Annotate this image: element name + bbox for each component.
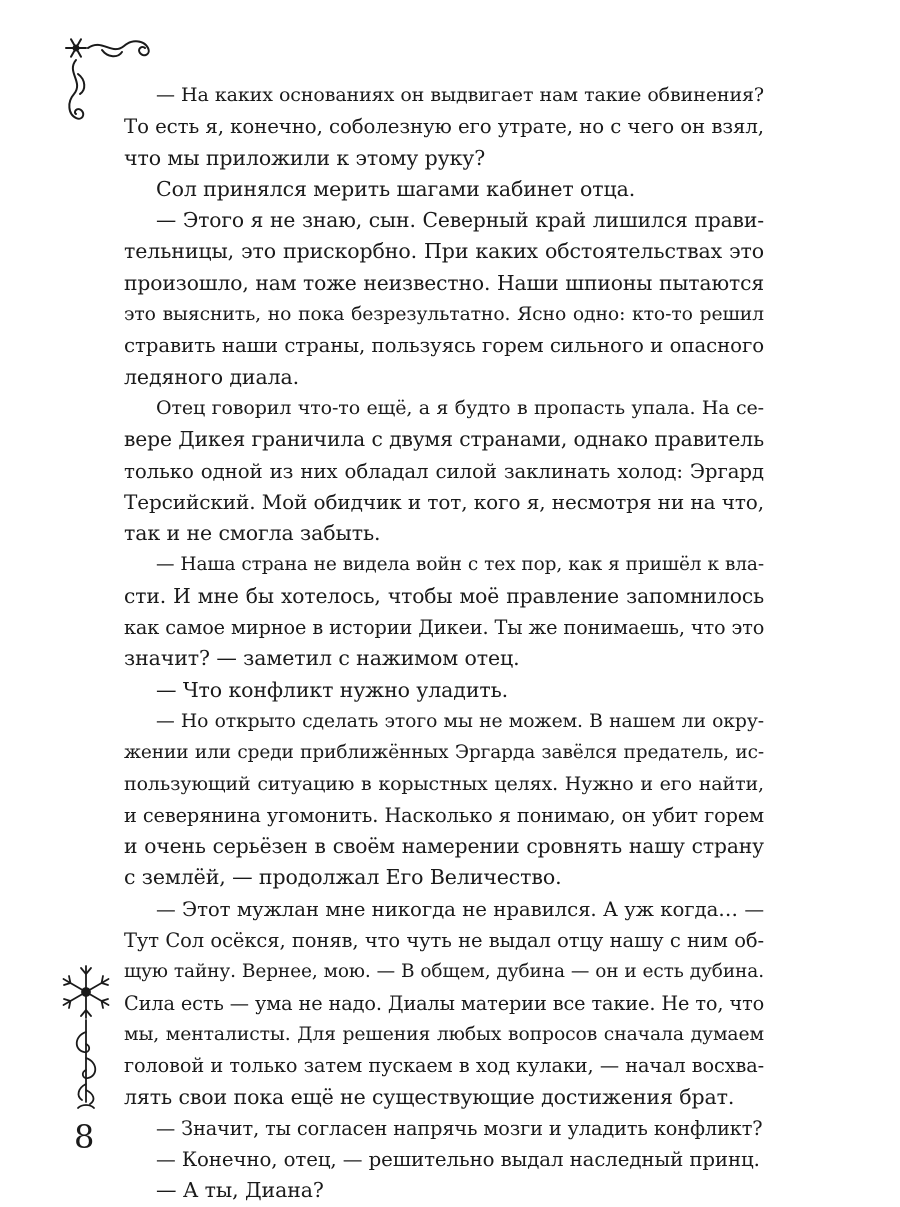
text-line: — Но открыто сделать этого мы не можем. В нашем ли окру- [156,710,764,732]
text-line: это выяснить, но пока безрезультатно. Ясно одно: кто-то решил [124,304,764,326]
text-line: только одной из них обладал силой заклинать холод: Эргард [124,459,764,483]
text-line: лять свои пока ещё не существующие достижения брат. [124,1084,735,1109]
text-line: с землёй, — продолжал Его Величество. [124,865,562,890]
paragraph [124,706,764,894]
paragraph [124,174,764,205]
text-line: Терсийский. Мой обидчик и тот, кого я, несмотря ни на что, [124,489,764,514]
paragraph [124,205,764,393]
text-line: мы, менталисты. Для решения любых вопросов сначала думаем [124,1023,764,1045]
text-line: стравить наши страны, пользуясь горем сильного и опасного [124,334,764,358]
text-line: жении или среди приближённых Эргарда завёлся предатель, ис- [124,742,764,764]
paragraph [124,1175,764,1206]
text-line: — Этого я не знаю, сын. Северный край лишился прави- [156,208,764,233]
snowflake-side-vine-icon [56,962,116,1114]
text-line: Тут Сол осёкся, поняв, что чуть не выдал отцу нашу с ним об- [124,929,764,953]
paragraph [124,894,764,1113]
text-line: и северянина угомонить. Насколько я понимаю, он убит горем [124,803,764,827]
text-line: — Конечно, отец, — решительно выдал наследный принц. [156,1148,760,1172]
text-line: — Этот мужлан мне никогда не нравился. А уж когда… — [156,897,764,921]
paragraph [124,675,764,706]
text-line: сти. И мне бы хотелось, чтобы моё правление запомнилось [124,583,764,608]
page-body-text [124,80,764,1207]
page-number: 8 [74,1118,95,1156]
text-line: тельницы, это прискорбно. При каких обстоятельствах это [124,239,764,264]
text-line: пользующий ситуацию в корыстных целях. Нужно и его найти, [124,772,764,795]
text-line: вере Дикея граничила с двумя странами, однако правитель [124,427,764,452]
text-line: — Значит, ты согласен напрячь мозги и уладить конфликт? [156,1116,763,1140]
text-line: произошло, нам тоже неизвестно. Наши шпионы пытаются [124,270,764,295]
paragraph [124,393,764,549]
paragraph [124,1144,764,1175]
text-line: — А ты, Диана? [156,1178,324,1203]
text-line: — На каких основаниях он выдвигает нам такие обвинения? [156,84,764,106]
text-line: как самое мирное в истории Дикеи. Ты же понимаешь, что это [124,616,765,640]
paragraph [124,549,764,674]
text-line: Сол принялся мерить шагами кабинет отца. [156,176,636,201]
text-line: головой и только затем пускаем в ход кулаки, — начал восхва- [124,1054,764,1078]
text-line: Отец говорил что-то ещё, а я будто в пропасть упала. На се- [156,396,764,419]
text-line: Сила есть — ума не надо. Диалы материи все такие. Не то, что [124,991,765,1015]
text-line: и очень серьёзен в своём намерении сровнять нашу страну [124,834,764,859]
text-line: — Что конфликт нужно уладить. [156,677,509,702]
paragraph [124,1113,764,1144]
paragraph [124,80,764,174]
text-line: ледяного диала. [124,364,300,389]
text-line: что мы приложили к этому руку? [124,145,486,170]
text-line: — Наша страна не видела войн с тех пор, как я пришёл к вла- [156,554,764,576]
text-line: значит? — заметил с нажимом отец. [124,646,520,671]
text-line: То есть я, конечно, соболезную его утрате, но с чего он взял, [124,115,764,139]
text-line: щую тайну. Вернее, мою. — В общем, дубина — он и есть дубина. [124,961,764,983]
text-line: так и не смогла забыть. [124,521,381,546]
